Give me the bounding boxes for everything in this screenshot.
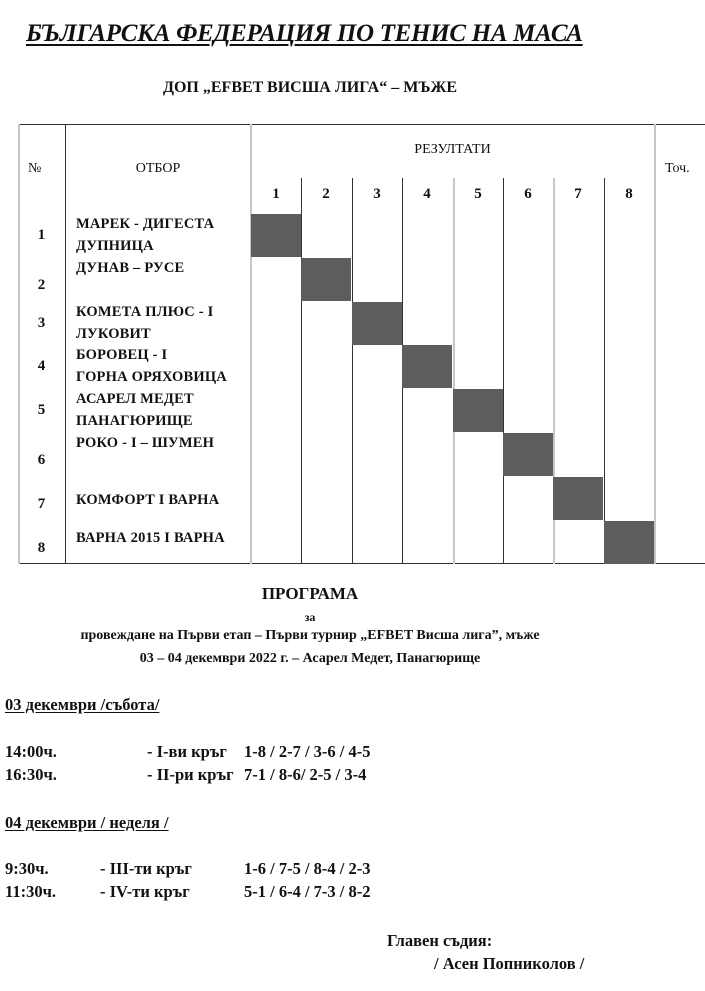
header-number: № bbox=[28, 161, 42, 176]
self-match-cell bbox=[453, 389, 503, 432]
row-number: 2 bbox=[37, 277, 46, 293]
table-top-border bbox=[18, 124, 705, 125]
program-title: ПРОГРАМА bbox=[261, 584, 359, 603]
header-team: ОТБОР bbox=[135, 161, 181, 176]
round-name: - II-ри кръг bbox=[147, 765, 234, 784]
team-name-line-1: МАРЕК - ДИГЕСТА bbox=[76, 216, 215, 232]
row-number: 6 bbox=[37, 452, 46, 468]
result-col-header: 4 bbox=[423, 186, 431, 202]
self-match-cell bbox=[301, 258, 351, 301]
self-match-cell bbox=[604, 521, 654, 564]
team-name-line-2: ГОРНА ОРЯХОВИЦА bbox=[76, 369, 227, 385]
result-col-header: 3 bbox=[373, 186, 381, 202]
referee-name: / Асен Попниколов / bbox=[434, 954, 585, 973]
team-name-line-1: КОМЕТА ПЛЮС - I bbox=[76, 304, 214, 320]
team-name-line-1: РОКО - I – ШУМЕН bbox=[76, 435, 215, 451]
result-col-divider bbox=[453, 178, 455, 564]
result-col-divider bbox=[301, 178, 302, 564]
self-match-cell bbox=[402, 345, 452, 388]
row-number: 5 bbox=[37, 402, 46, 418]
team-name bbox=[76, 388, 194, 432]
points-col-divider bbox=[654, 124, 656, 564]
round-time: 11:30ч. bbox=[5, 882, 57, 901]
result-col-header: 5 bbox=[474, 186, 482, 202]
team-name-line-1: АСАРЕЛ МЕДЕТ bbox=[76, 391, 194, 407]
team-name bbox=[76, 489, 219, 511]
round-time: 9:30ч. bbox=[5, 859, 49, 878]
team-name bbox=[76, 344, 227, 388]
team-name-line-1: ДУНАВ – РУСЕ bbox=[76, 260, 185, 276]
program-for: за bbox=[304, 610, 316, 624]
self-match-cell bbox=[251, 214, 301, 257]
team-name bbox=[76, 213, 214, 257]
program-dates-venue: 03 – 04 декември 2022 г. – Асарел Медет, Панагюрище bbox=[139, 651, 481, 666]
team-name bbox=[76, 527, 225, 549]
team-name-line-2: ЛУКОВИТ bbox=[76, 326, 151, 342]
table-bottom-border bbox=[18, 563, 705, 564]
day-heading-1: 03 декември /събота/ bbox=[5, 695, 160, 714]
header-results: РЕЗУЛТАТИ bbox=[414, 142, 491, 157]
round-matches: 1-8 / 2-7 / 3-6 / 4-5 bbox=[244, 742, 371, 761]
day-heading-2: 04 декември / неделя / bbox=[5, 813, 169, 832]
team-name bbox=[76, 301, 213, 345]
self-match-cell bbox=[352, 302, 402, 345]
round-name: - IV-ти кръг bbox=[100, 882, 190, 901]
round-name: - I-ви кръг bbox=[147, 742, 227, 761]
team-name-line-1: ВАРНА 2015 I ВАРНА bbox=[76, 530, 225, 546]
round-matches: 1-6 / 7-5 / 8-4 / 2-3 bbox=[244, 859, 371, 878]
referee-label: Главен съдия: bbox=[387, 931, 493, 950]
round-matches: 7-1 / 8-6/ 2-5 / 3-4 bbox=[244, 765, 367, 784]
program-subtitle: провеждане на Първи етап – Първи турнир „EFBET Висша лига”, мъже bbox=[80, 628, 540, 643]
round-time: 14:00ч. bbox=[5, 742, 57, 761]
result-col-divider bbox=[503, 178, 504, 564]
league-title: ДОП „EFBET ВИСША ЛИГА“ – МЪЖЕ bbox=[162, 79, 458, 96]
team-name-line-1: БОРОВЕЦ - I bbox=[76, 347, 168, 363]
round-name: - III-ти кръг bbox=[100, 859, 192, 878]
header-points: Точ. bbox=[665, 161, 690, 176]
round-matches: 5-1 / 6-4 / 7-3 / 8-2 bbox=[244, 882, 371, 901]
self-match-cell bbox=[503, 433, 553, 476]
result-col-header: 2 bbox=[322, 186, 330, 202]
result-col-divider bbox=[604, 178, 605, 564]
row-number: 1 bbox=[37, 227, 46, 243]
team-name bbox=[76, 432, 214, 454]
result-col-header: 6 bbox=[524, 186, 532, 202]
row-number: 8 bbox=[37, 540, 46, 556]
result-col-header: 8 bbox=[625, 186, 633, 202]
team-name-line-2: ПАНАГЮРИЩЕ bbox=[76, 413, 193, 429]
team-col-divider bbox=[250, 124, 252, 564]
team-name-line-2: ДУПНИЦА bbox=[76, 238, 154, 254]
result-col-header: 7 bbox=[574, 186, 582, 202]
self-match-cell bbox=[553, 477, 603, 520]
result-col-divider bbox=[402, 178, 403, 564]
round-time: 16:30ч. bbox=[5, 765, 57, 784]
team-name bbox=[76, 257, 184, 279]
federation-title: БЪЛГАРСКА ФЕДЕРАЦИЯ ПО ТЕНИС НА МАСА bbox=[26, 20, 583, 47]
result-col-divider bbox=[553, 178, 555, 564]
table-left-border bbox=[18, 124, 20, 564]
number-col-divider bbox=[65, 124, 66, 564]
team-name-line-1: КОМФОРТ I ВАРНА bbox=[76, 492, 220, 508]
result-col-divider bbox=[352, 178, 353, 564]
result-col-header: 1 bbox=[272, 186, 280, 202]
row-number: 3 bbox=[37, 315, 46, 331]
row-number: 7 bbox=[37, 496, 46, 512]
row-number: 4 bbox=[37, 358, 46, 374]
